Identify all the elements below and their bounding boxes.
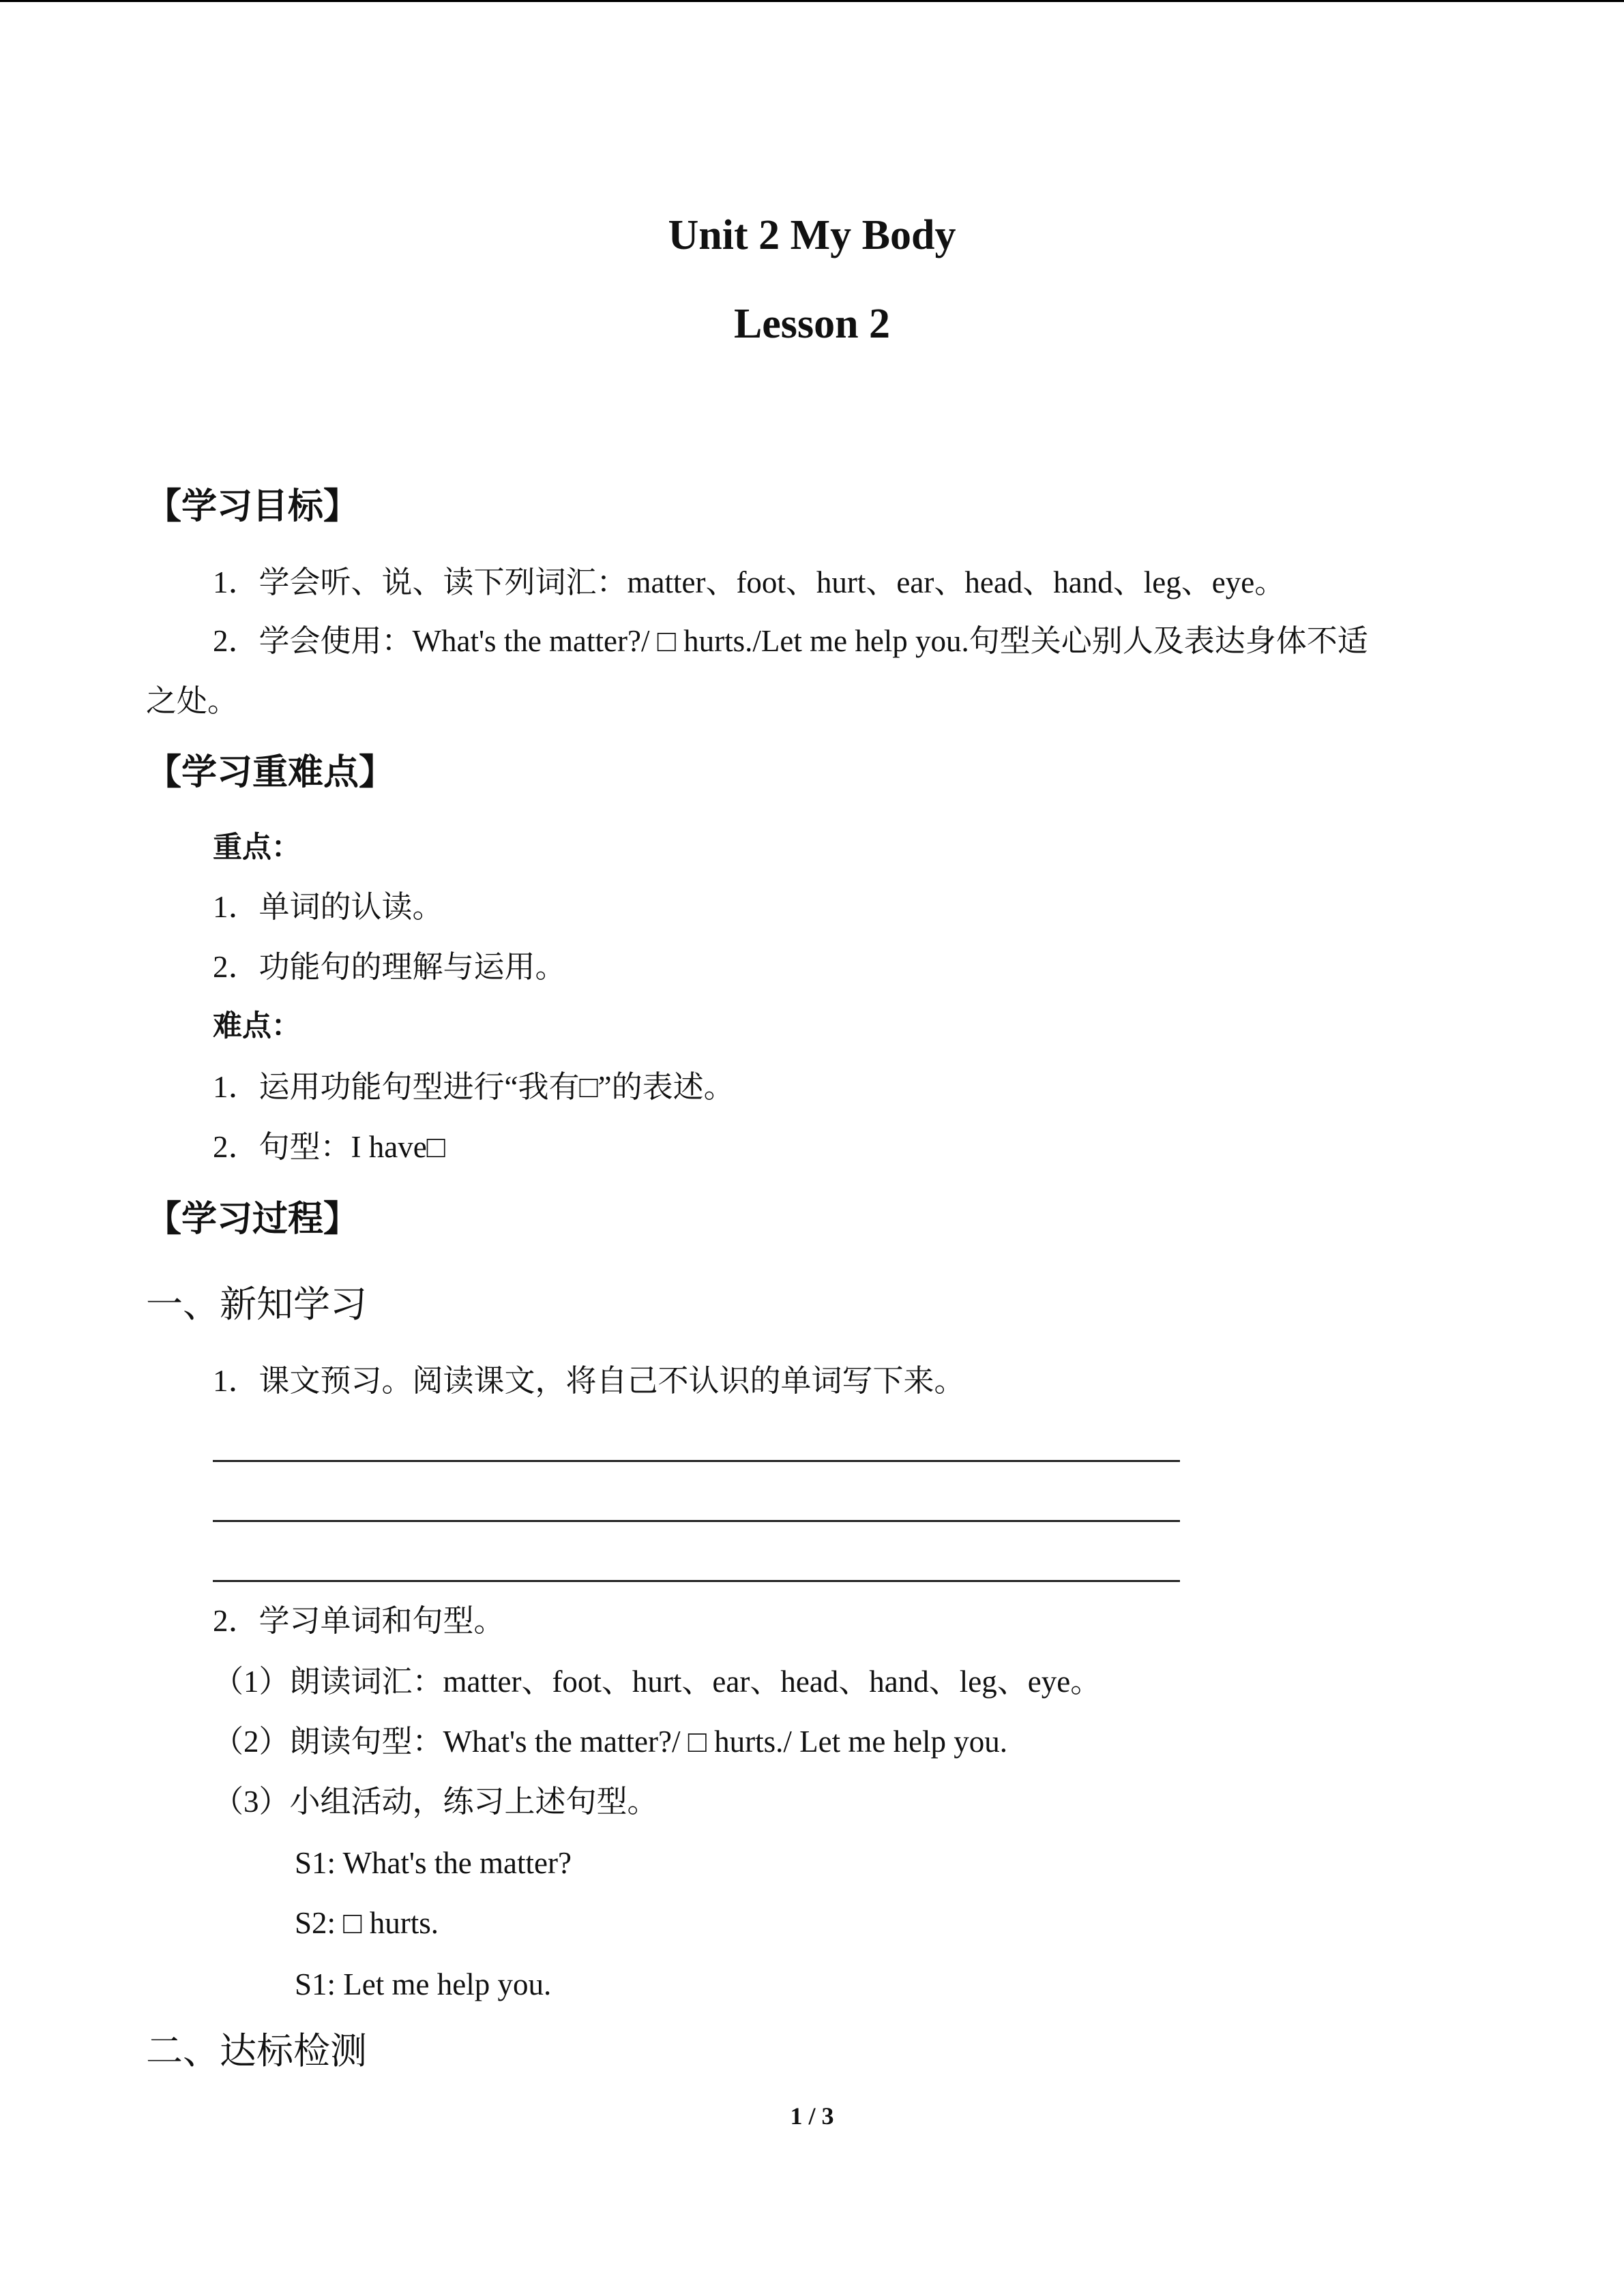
process-subitem: （3）小组活动，练习上述句型。 [213,1785,658,1819]
difficult-item: 2．句型：I have□ [213,1130,445,1164]
page-top-border [0,0,1624,2]
part-heading-assessment: 二、达标检测 [146,2029,367,2072]
objective-item: 2．学会使用：What's the matter?/ □ hurts./Let me help you.句型关心别人及表达身体不适 [213,624,1368,658]
page-number: 1 / 3 [790,2102,834,2130]
key-item: 1．单词的认读。 [213,890,443,924]
process-subitem: （1）朗读词汇：matter、foot、hurt、ear、head、hand、leg、eye。 [213,1665,1102,1699]
section-heading-keypoints: 【学习重难点】 [146,752,395,793]
process-item: 2．学习单词和句型。 [213,1604,505,1638]
difficult-item: 1．运用功能句型进行“我有□”的表述。 [213,1070,735,1104]
dialogue-line: S1: Let me help you. [295,1967,552,2001]
difficult-label: 难点： [213,1009,301,1043]
answer-blank-line[interactable] [213,1580,1180,1582]
document-subtitle: Lesson 2 [733,301,891,347]
objective-item: 1．学会听、说、读下列词汇：matter、foot、hurt、ear、head、hand、leg、eye。 [213,565,1286,599]
dialogue-line: S1: What's the matter? [295,1846,572,1880]
document-title: Unit 2 My Body [668,212,956,258]
process-item: 1．课文预习。阅读课文，将自己不认识的单词写下来。 [213,1364,965,1398]
section-heading-objectives: 【学习目标】 [146,486,359,527]
process-subitem: （2）朗读句型：What's the matter?/ □ hurts./ Let me help you. [213,1725,1008,1759]
objective-item-continued: 之处。 [146,684,239,718]
part-heading-new-knowledge: 一、新知学习 [146,1283,367,1326]
answer-blank-line[interactable] [213,1460,1180,1462]
section-heading-process: 【学习过程】 [146,1199,359,1240]
key-label: 重点： [213,831,301,865]
dialogue-line: S2: □ hurts. [295,1906,439,1940]
answer-blank-line[interactable] [213,1520,1180,1522]
key-item: 2．功能句的理解与运用。 [213,950,566,984]
